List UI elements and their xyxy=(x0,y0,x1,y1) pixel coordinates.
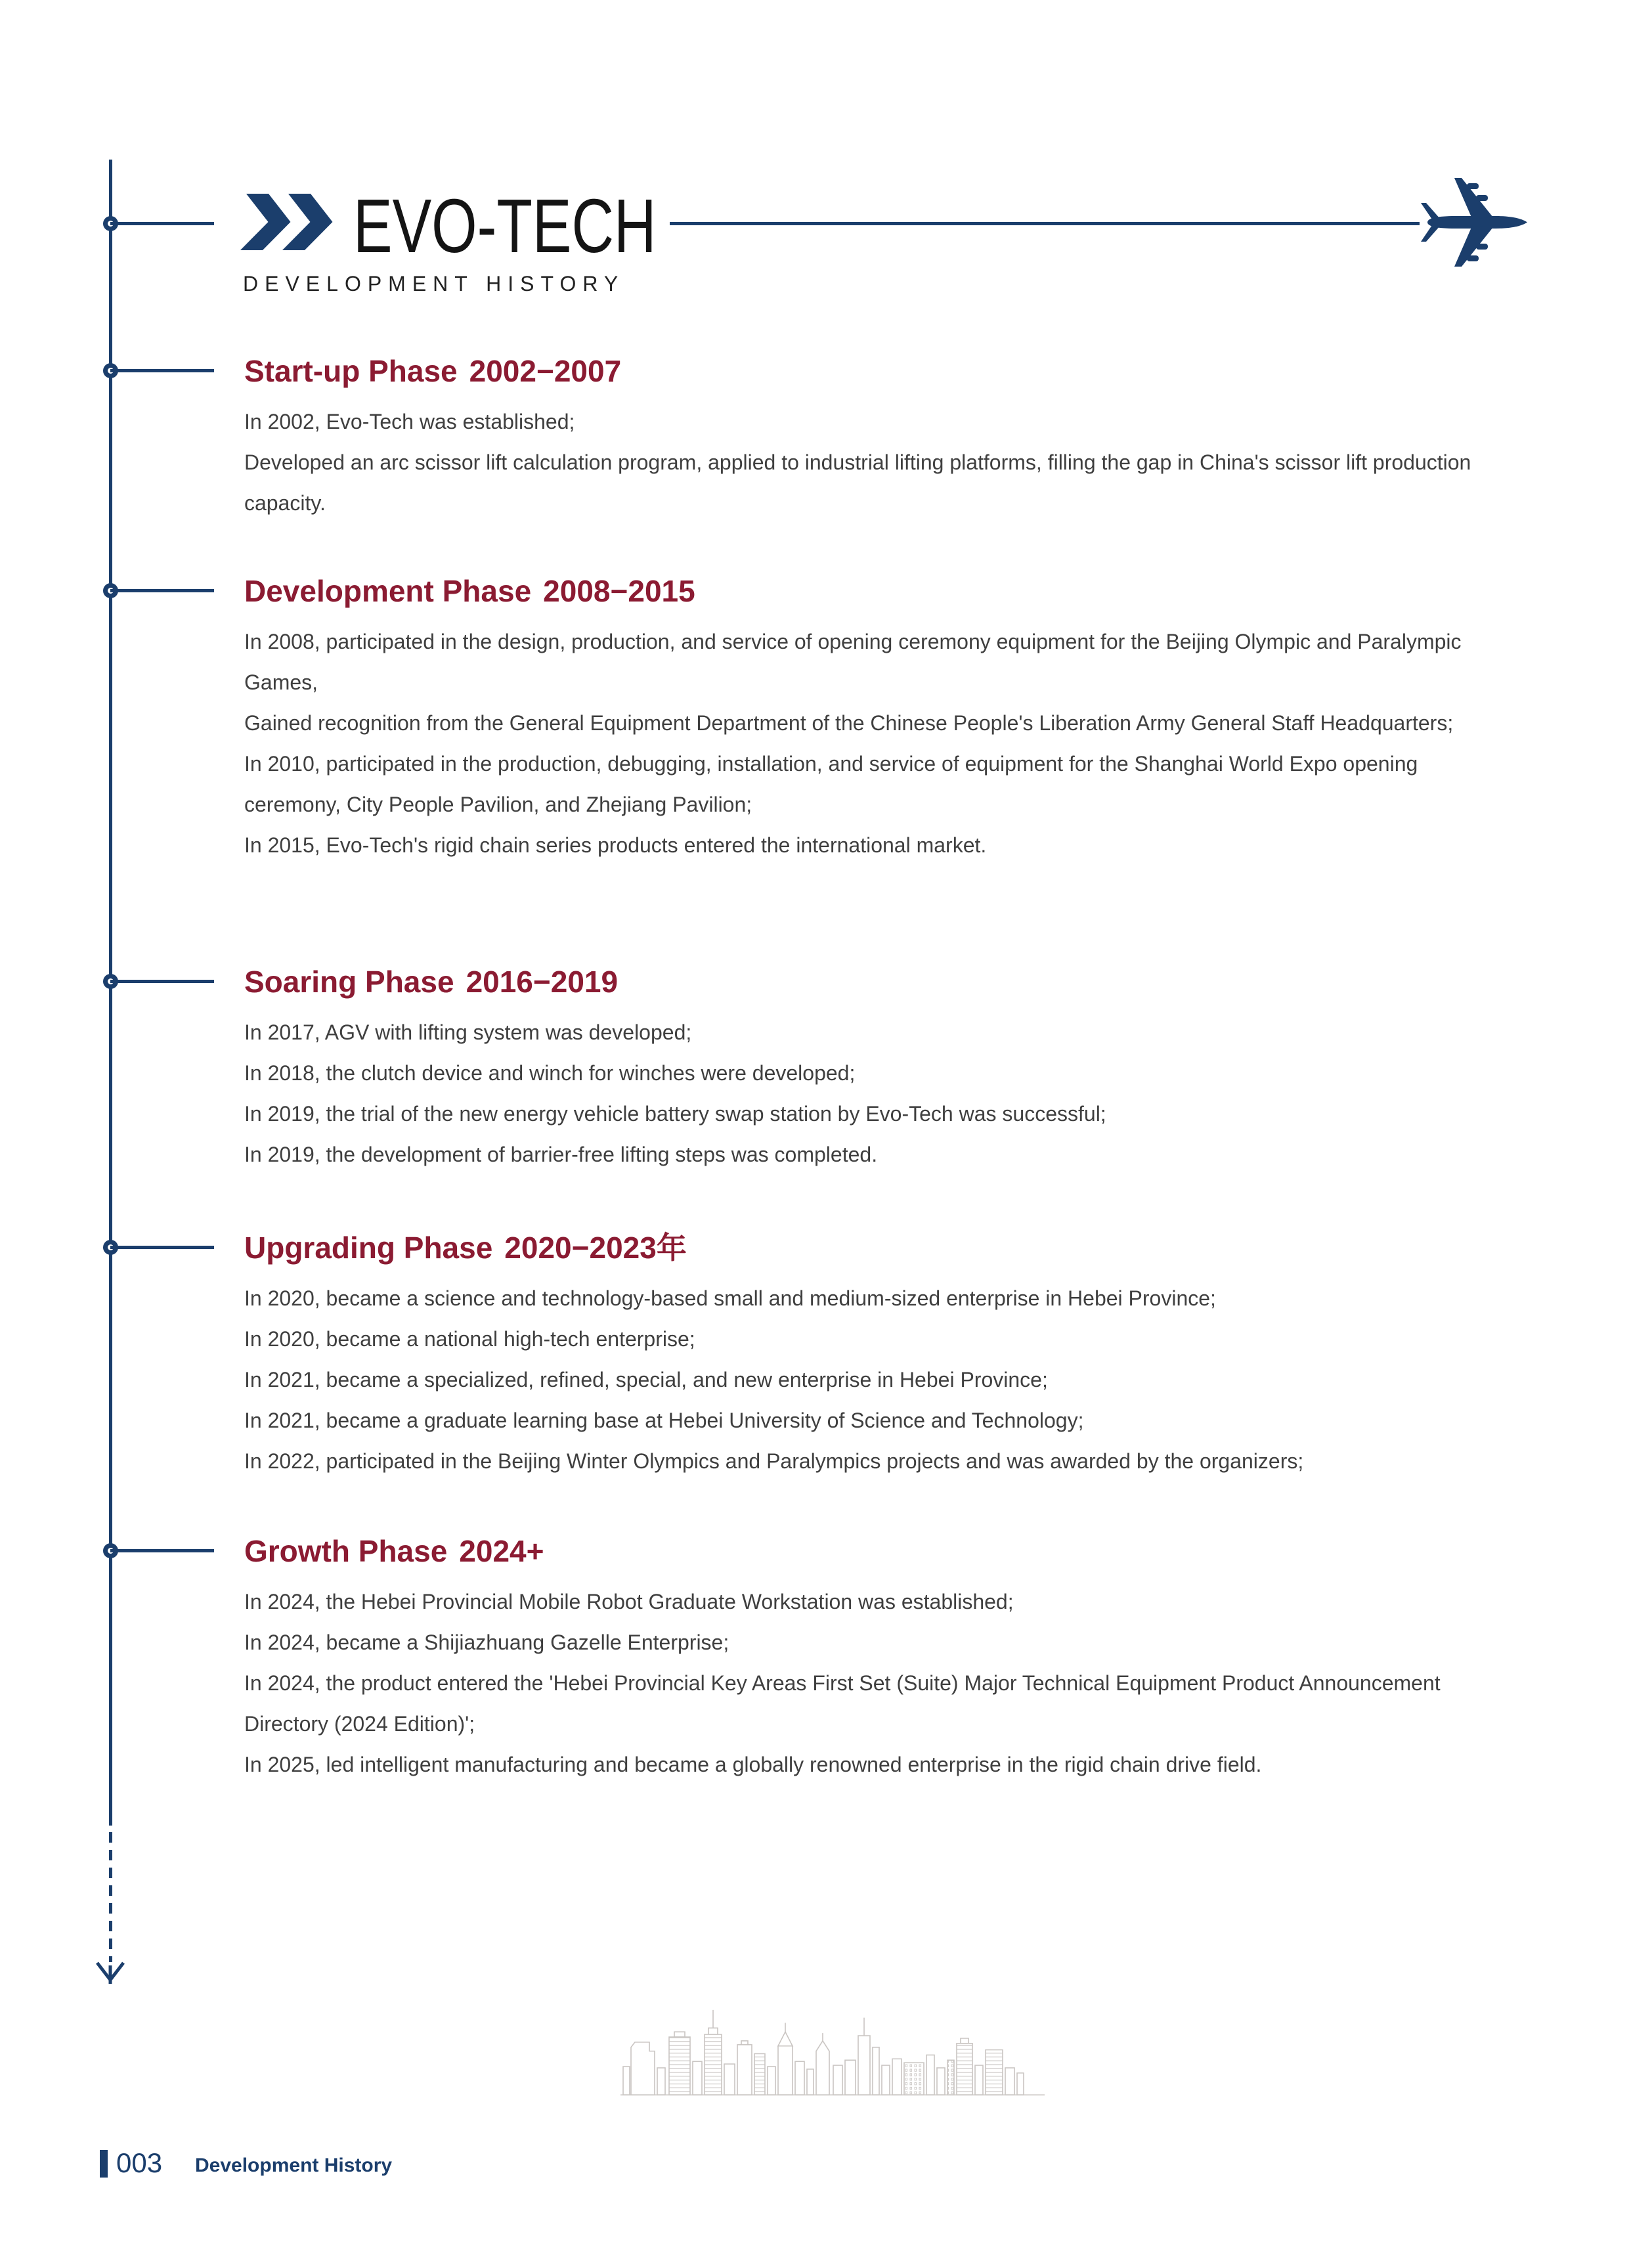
phase-name: Development Phase xyxy=(244,574,532,608)
phase-section-startup xyxy=(244,353,1515,523)
phase-body xyxy=(244,1278,1515,1481)
city-skyline-icon xyxy=(619,2005,1046,2098)
phase-section-growth xyxy=(244,1533,1515,1785)
phase-entry: In 2022, participated in the Beijing Winter Olympics and Paralympics projects and was awarded by the organizers; xyxy=(244,1449,1304,1473)
timeline-dashed-line xyxy=(109,1832,112,1962)
phase-section-development xyxy=(244,573,1515,866)
phase-entry: In 2020, became a national high-tech enterprise; xyxy=(244,1327,695,1351)
timeline-connector xyxy=(110,369,214,372)
timeline-connector xyxy=(110,222,214,225)
timeline-connector xyxy=(110,589,214,592)
phase-entry: In 2010, participated in the production, debugging, installation, and service of equipment for the Shanghai World Expo opening ceremony, City People Pavilion, and Zhejiang Pavilion; xyxy=(244,752,1418,816)
phase-title xyxy=(244,1229,1515,1266)
airplane-icon xyxy=(1418,171,1530,273)
phase-entry: In 2002, Evo-Tech was established; xyxy=(244,410,575,433)
phase-entry: In 2020, became a science and technology-based small and medium-sized enterprise in Hebei Province; xyxy=(244,1286,1216,1310)
phase-entry: In 2015, Evo-Tech's rigid chain series products entered the international market. xyxy=(244,833,987,857)
phase-entry: In 2019, the trial of the new energy vehicle battery swap station by Evo-Tech was successful; xyxy=(244,1102,1106,1126)
phase-name: Growth Phase xyxy=(244,1534,448,1568)
brand-title: EVO-TECH xyxy=(353,183,657,269)
phase-section-soaring xyxy=(244,963,1515,1175)
footer-accent-bar xyxy=(100,2150,108,2178)
phase-entry: In 2008, participated in the design, production, and service of opening ceremony equipment for the Beijing Olympic and Paralympic Games, xyxy=(244,630,1462,694)
timeline-connector xyxy=(110,1549,214,1552)
phase-entry: In 2018, the clutch device and winch for winches were developed; xyxy=(244,1061,856,1085)
phase-body xyxy=(244,1581,1515,1785)
footer-page-number: 003 xyxy=(116,2147,163,2178)
phase-entry: In 2024, became a Shijiazhuang Gazelle Enterprise; xyxy=(244,1631,729,1654)
phase-entry: In 2024, the Hebei Provincial Mobile Robot Graduate Workstation was established; xyxy=(244,1590,1014,1613)
timeline-connector xyxy=(110,1246,214,1249)
phase-entry: Developed an arc scissor lift calculation program, applied to industrial lifting platforms, filling the gap in China's scissor lift production capacity. xyxy=(244,450,1471,515)
phase-period: 2008−2015 xyxy=(543,574,695,608)
header-rule-line xyxy=(670,222,1420,225)
phase-entry: In 2025, led intelligent manufacturing and became a globally renowned enterprise in the rigid chain drive field. xyxy=(244,1753,1262,1776)
phase-body xyxy=(244,621,1515,866)
phase-title xyxy=(244,963,1515,1000)
phase-section-upgrading xyxy=(244,1229,1515,1481)
timeline-connector xyxy=(110,980,214,983)
phase-entry: Gained recognition from the General Equipment Department of the Chinese People's Liberation Army General Staff Headquarters; xyxy=(244,711,1454,735)
phase-name: Start-up Phase xyxy=(244,354,458,388)
brand-subtitle: DEVELOPMENT HISTORY xyxy=(243,272,625,296)
phase-name: Soaring Phase xyxy=(244,965,454,999)
phase-title xyxy=(244,1533,1515,1569)
phase-title xyxy=(244,353,1515,389)
phase-entry: In 2021, became a specialized, refined, special, and new enterprise in Hebei Province; xyxy=(244,1368,1048,1391)
phase-entry: In 2019, the development of barrier-free lifting steps was completed. xyxy=(244,1143,878,1166)
phase-body xyxy=(244,1012,1515,1175)
phase-period: 2002−2007 xyxy=(469,354,622,388)
phase-name: Upgrading Phase xyxy=(244,1231,493,1265)
phase-period: 2024+ xyxy=(459,1534,544,1568)
footer-section-label: Development History xyxy=(195,2155,393,2176)
phase-body xyxy=(244,401,1515,523)
double-chevron-icon xyxy=(240,194,340,250)
phase-title xyxy=(244,573,1515,609)
phase-period: 2016−2019 xyxy=(466,965,619,999)
phase-entry: In 2017, AGV with lifting system was developed; xyxy=(244,1020,692,1044)
timeline-vertical-line xyxy=(109,160,112,1826)
phase-entry: In 2024, the product entered the 'Hebei Provincial Key Areas First Set (Suite) Major Technical Equipment Product Announcement Directory (2024 Edition)'; xyxy=(244,1671,1441,1736)
phase-period: 2020−2023年 xyxy=(504,1231,687,1265)
down-arrow-icon xyxy=(95,1961,125,1986)
phase-entry: In 2021, became a graduate learning base at Hebei University of Science and Technology; xyxy=(244,1409,1084,1432)
